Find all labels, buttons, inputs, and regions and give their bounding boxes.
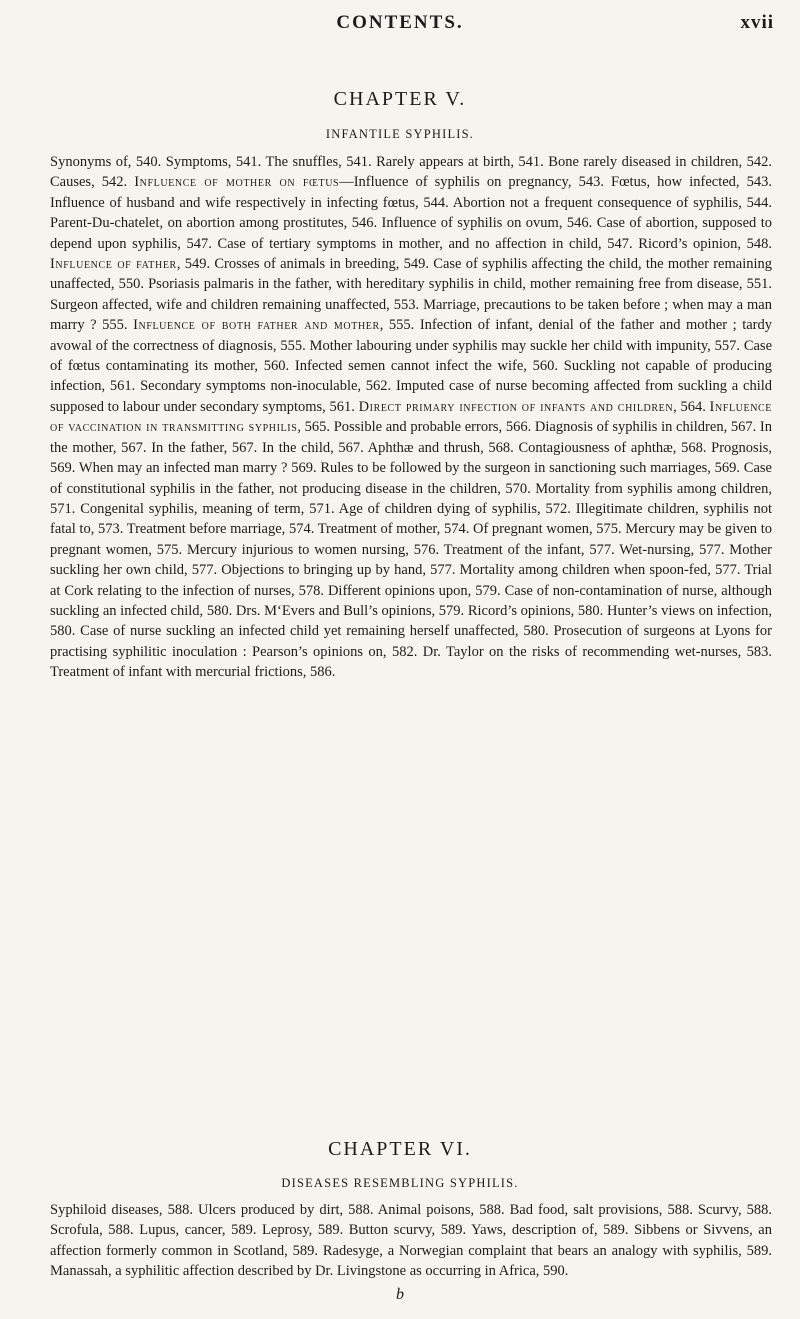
section-heading: Direct primary infection of infants and children (358, 398, 674, 415)
running-header (0, 12, 800, 42)
chapter-6-subtitle: DISEASES RESEMBLING SYPHILIS. (281, 1176, 519, 1190)
text-segment: —Influence of syphilis on pregnancy, 543. Fœtus, how infected, 543. Influence of husband and wife respectively in infecting fœtus, 544. Abortion not a frequent consequence of syphilis, 544. Parent-Du-chatelet, on abortion among prostitutes, 546. Influence of syphilis on ovum, 546. Case of abortion, supposed to depend upon syphilis, 547. Case of tertiary symptoms in mother, and no affection in child, 547. Ricord’s opinion, 548. (50, 174, 772, 252)
text-segment: Syphiloid diseases, 588. Ulcers produced by dirt, 588. Animal poisons, 588. Bad food, salt provisions, 588. Scurvy, 588. Scrofula, 588. Lupus, cancer, 589. Leprosy, 589. Button scurvy, 589. Yaws, description of, 589. Sibbens or Sivvens, an affection formerly common in Scotland, 589. Radesyge, a Norwegian complaint that bears an analogy with syphilis, 589. Manassah, a syphilitic affection described by Dr. Livingstone as occurring in Africa, 590. (50, 1202, 772, 1280)
chapter-5-subtitle: INFANTILE SYPHILIS. (325, 127, 475, 141)
section-heading: Influence of both father and mother (133, 317, 380, 334)
signature-mark: b (396, 1286, 404, 1303)
chapter-6-contents (50, 1200, 772, 1282)
text-segment: , 549. Crosses of animals in breeding, 549. Case of syphilis affecting the child, the mother remaining unaffected, 550. Psoriasis palmaris in the father, with hereditary syphilis in child, mother remaining free from disease, 551. Surgeon affected, wife and children remaining unaffected, 553. Marriage, precautions to be taken before ; when may a man marry ? 555. (50, 256, 772, 334)
chapter-6-title: CHAPTER VI. (328, 1138, 472, 1160)
text-segment: , 564. (673, 398, 710, 415)
section-heading: Influence of father (50, 256, 177, 273)
chapter-5-contents (50, 152, 772, 683)
section-heading: Influence of vaccination in transmitting syphilis (50, 398, 772, 436)
text-segment: , 565. Possible and probable errors, 566. Diagnosis of syphilis in children, 567. In the mother, 567. In the father, 567. In the child, 567. Aphthæ and thrush, 568. Contagiousness of aphthæ, 568. Prognosis, 569. When may an infected man marry ? 569. Rules to be followed by the surgeon in sanctioning such marriages, 569. Case of constitutional syphilis in the father, not producing disease in the children, 570. Mortality from syphilis among children, 571. Congenital syphilis, meaning of term, 571. Age of children dying of syphilis, 572. Illegitimate children, syphilis not fatal to, 573. Treatment before marriage, 574. Treatment of mother, 574. Of pregnant women, 575. Mercury may be given to pregnant women, 575. Mercury injurious to women nursing, 576. Treatment of the infant, 577. Wet-nursing, 577. Mother suckling her own child, 577. Objections to bringing up by hand, 577. Mortality among children when spoon-fed, 577. Trial at Cork relating to the infection of nurses, 578. Different opinions upon, 579. Case of non-contamination of nurse, although suckling an infected child, 580. Drs. M‘Evers and Bull’s opinions, 579. Ricord’s opinions, 580. Hunter’s views on infection, 580. Case of nurse suckling an infected child yet remaining herself unaffected, 580. Prosecution of surgeons at Lyons for practising syphilitic inoculation : Pearson’s opinions on, 582. Dr. Taylor on the risks of recommending wet-nurses, 583. Treatment of infant with mercurial frictions, 586. (50, 419, 772, 681)
running-title: CONTENTS. (336, 12, 464, 33)
text-segment: , 555. Infection of infant, denial of the father and mother ; tardy avowal of the correctness of diagnosis, 555. Mother labouring under syphilis may suckle her child with impunity, 557. Case of fœtus contaminating its mother, 560. Infected semen cannot infect the wife, 560. Suckling not capable of producing infection, 561. Secondary symptoms non-inoculable, 562. Imputed case of nurse becoming affected from suckling a child supposed to labour under secondary symptoms, 561. (50, 317, 772, 415)
text-segment: Synonyms of, 540. Symptoms, 541. The snuffles, 541. Rarely appears at birth, 541. Bone rarely diseased in children, 542. Causes, 542. (50, 154, 772, 191)
chapter-5-title: CHAPTER V. (333, 88, 467, 110)
section-heading: Influence of mother on fœtus (134, 174, 340, 191)
page-number: xvii (740, 12, 774, 33)
